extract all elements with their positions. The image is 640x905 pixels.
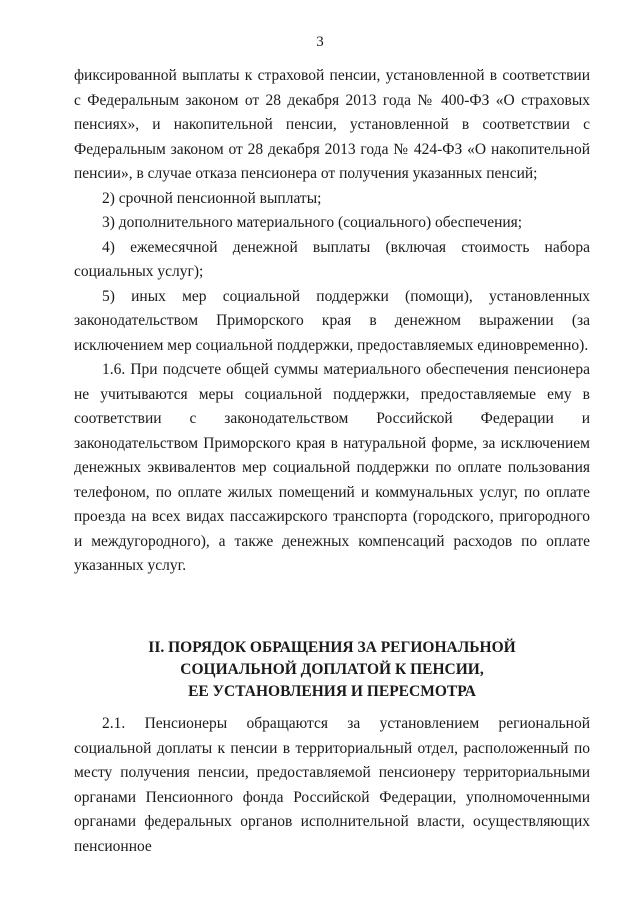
clause-1-6: 1.6. При подсчете общей суммы материального обеспечения пенсионера не учитываются меры социальной поддержки, предоставляемые ему в соответствии с законодательством Российской Федерации и законодательством Приморского края в натуральной форме, за исключением денежных эквивалентов мер социальной поддержки по оплате пользования телефоном, по оплате жилых помещений и коммунальных услуг, по оплате проезда на всех видах пассажирского транспорта (городского, пригородного и междугородного), а также денежных компенсаций расходов по оплате указанных услуг. xyxy=(74,361,590,574)
clause-2-1: 2.1. Пенсионеры обращаются за установлением региональной социальной доплаты к пенсии в территориальный отдел, расположенный по месту получения пенсии, предоставляемой пенсионеру территориальными органами Пенсионного фонда Российской Федерации, уполномоченными органами федеральных органов исполнительной власти, осуществляющих пенсионное xyxy=(74,715,590,855)
page-number: 3 xyxy=(316,34,324,50)
list-item-5: 5) иных мер социальной поддержки (помощи), установленных законодательством Приморского края в денежном выражении (за исключением мер социальной поддержки, предоставляемых единовременно). xyxy=(74,287,590,354)
paragraph-continuation: фиксированной выплаты к страховой пенсии, установленной в соответствии с Федеральным законом от 28 декабря 2013 года № 400-ФЗ «О страховых пенсиях», и накопительной пенсии, установленной в соответствии с Федеральным законом от 28 декабря 2013 года № 424-ФЗ «О накопительной пенсии», в случае отказа пенсионера от получения указанных пенсий; xyxy=(74,67,590,182)
list-item-2: 2) срочной пенсионной выплаты; xyxy=(102,189,322,207)
body-text-bottom xyxy=(74,712,590,859)
section-heading-line-3: ЕЕ УСТАНОВЛЕНИЯ И ПЕРЕСМОТРА xyxy=(188,683,476,700)
section-heading-line-2: СОЦИАЛЬНОЙ ДОПЛАТОЙ К ПЕНСИИ, xyxy=(180,661,484,678)
section-heading xyxy=(74,637,590,703)
body-text-top xyxy=(74,64,590,579)
list-item-4: 4) ежемесячной денежной выплаты (включая стоимость набора социальных услуг); xyxy=(74,238,590,280)
list-item-3: 3) дополнительного материального (социального) обеспечения; xyxy=(102,214,523,231)
section-heading-line-1: II. ПОРЯДОК ОБРАЩЕНИЯ ЗА РЕГИОНАЛЬНОЙ xyxy=(148,639,516,656)
